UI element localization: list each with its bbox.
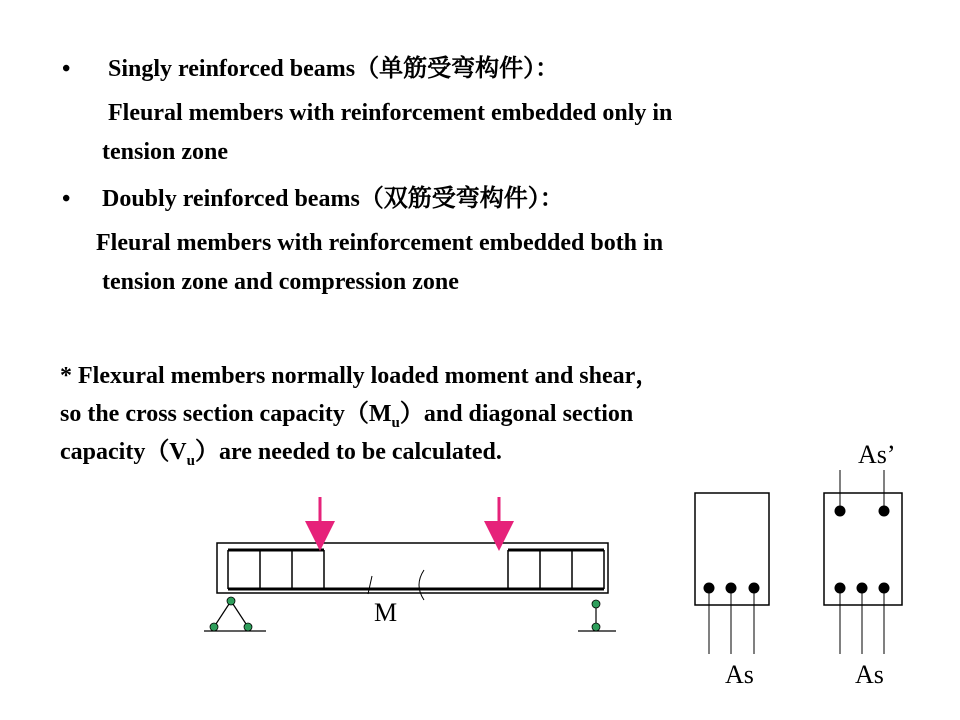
flexural-crack-mark — [419, 570, 424, 600]
double-section-as-label: As — [855, 660, 884, 689]
note-line2-text-end: ）and diagonal section — [399, 401, 634, 427]
beam-elevation — [217, 543, 608, 600]
double-section-as-prime-label: As’ — [858, 440, 896, 469]
singly-reinforced-section — [695, 493, 769, 654]
pin-support-left — [204, 597, 266, 631]
bullet-dot: • — [62, 56, 71, 82]
bullet-detail-doubly-line2: tension zone and compression zone — [102, 269, 459, 295]
note-line1: * Flexural members normally loaded moment and shear， — [60, 363, 660, 389]
bullet-detail-doubly-line1: Fleural members with reinforcement embedded both in — [96, 230, 664, 256]
note-line2-text: so the cross section capacity（M — [60, 401, 392, 427]
flexural-crack-mark — [368, 576, 372, 594]
note-mu-subscript: u — [391, 414, 400, 431]
bullet-heading-singly: Singly reinforced beams（单筋受弯构件）： — [108, 56, 560, 82]
roller-support-right — [578, 600, 616, 631]
bullet-dot: • — [62, 186, 71, 212]
bullet-heading-doubly: Doubly reinforced beams（双筋受弯构件）： — [102, 186, 564, 212]
doubly-reinforced-section — [824, 470, 902, 654]
bullet-detail-singly-line1: Fleural members with reinforcement embedded only in — [108, 100, 673, 126]
note-line3-text: capacity（V — [60, 439, 187, 465]
note-vu-subscript: u — [186, 452, 195, 469]
single-section-as-label: As — [725, 660, 754, 689]
moment-label: M — [374, 598, 398, 627]
bullet-detail-singly-line2: tension zone — [102, 139, 228, 165]
note-line3-text-end: ）are needed to be calculated. — [195, 439, 502, 465]
